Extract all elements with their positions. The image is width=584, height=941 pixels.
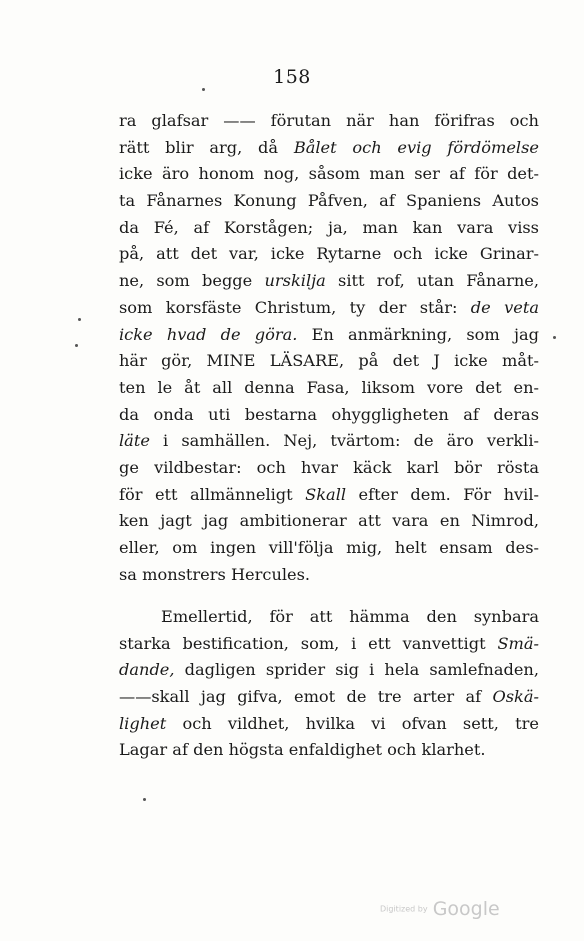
text-line xyxy=(119,402,539,429)
page-number: 158 xyxy=(273,66,311,88)
text-run: En anmärkning, som jag xyxy=(297,324,539,344)
text-line xyxy=(119,135,539,162)
text-run: da onda uti bestarna ohyggligheten af deras xyxy=(119,404,539,424)
ink-speck xyxy=(143,798,146,801)
ink-speck xyxy=(75,344,78,347)
text-run: ten le åt all denna Fasa, liksom vore det en- xyxy=(119,377,539,397)
text-line xyxy=(119,108,539,135)
italic-text: Oskä- xyxy=(492,687,539,707)
text-line xyxy=(119,188,539,215)
text-line xyxy=(119,711,539,738)
text-run: ge vildbestar: och hvar käck karl bör rösta xyxy=(119,457,539,477)
italic-text: Skall xyxy=(305,484,347,504)
text-run: ——skall jag gifva, emot de tre arter af xyxy=(119,687,493,707)
text-run: efter dem. För hvil- xyxy=(346,484,539,504)
text-run: som korsfäste Christum, ty der står: xyxy=(119,297,471,317)
text-line xyxy=(119,657,539,684)
watermark-logo-text: Google xyxy=(432,898,500,920)
text-run: och vildhet, hvilka vi ofvan sett, tre xyxy=(166,713,539,733)
text-line xyxy=(119,737,539,764)
ink-speck xyxy=(553,336,556,339)
text-run: för ett allmänneligt xyxy=(119,484,306,504)
text-line xyxy=(119,268,539,295)
text-run: på, att det var, icke Rytarne och icke Grinar- xyxy=(119,244,539,264)
paragraph-2 xyxy=(119,604,539,764)
text-line xyxy=(119,604,539,631)
text-line xyxy=(119,455,539,482)
text-run: i samhällen. Nej, tvärtom: de äro verkli- xyxy=(149,431,539,451)
text-line xyxy=(119,631,539,658)
watermark-small-text: Digitized by xyxy=(380,904,428,914)
text-run: eller, om ingen vill'följa mig, helt ensam des- xyxy=(119,538,539,557)
text-run: Lagar af den högsta enfaldighet och klarhet. xyxy=(119,740,486,760)
text-line xyxy=(119,295,539,322)
italic-text: de veta xyxy=(470,297,540,317)
italic-text: lighet xyxy=(119,713,167,733)
italic-text: läte xyxy=(119,431,150,451)
text-run: dagligen sprider sig i hela samlefnaden, xyxy=(174,660,539,680)
text-line xyxy=(119,161,539,188)
text-line xyxy=(119,684,539,711)
paragraph-1 xyxy=(119,108,539,588)
text-line xyxy=(119,348,539,375)
text-line xyxy=(119,562,539,589)
text-run: sa monstrers Hercules. xyxy=(119,564,311,584)
text-line xyxy=(119,375,539,402)
text-run: sitt rof, utan Fånarne, xyxy=(325,271,539,291)
text-line xyxy=(119,241,539,268)
ink-speck xyxy=(202,88,205,91)
text-run: ne, som begge xyxy=(119,271,265,291)
text-line xyxy=(119,428,539,455)
text-run: icke äro honom nog, såsom man ser af för det- xyxy=(119,164,539,184)
text-line xyxy=(119,322,539,349)
ink-speck xyxy=(78,318,81,321)
text-line xyxy=(119,482,539,509)
text-run: ken jagt jag ambitionerar att vara en Nimrod, xyxy=(119,511,539,531)
text-run: Emellertid, för att hämma den synbara xyxy=(161,607,539,626)
italic-text: dande, xyxy=(119,660,175,680)
text-line xyxy=(119,215,539,242)
text-run: ra glafsar —— förutan när han förifras och xyxy=(119,111,539,130)
italic-text: Smä- xyxy=(497,633,539,653)
text-run: här gör, MINE LÄSARE, på det J icke måt- xyxy=(119,351,539,371)
text-line xyxy=(119,535,539,562)
text-run: da Fé, af Korstågen; ja, man kan vara viss xyxy=(119,217,539,237)
digitized-watermark xyxy=(380,898,500,920)
text-run: ta Fånarnes Konung Påfven, af Spaniens Autos xyxy=(119,191,539,211)
text-run: starka bestification, som, i ett vanvettigt xyxy=(119,633,498,653)
text-line xyxy=(119,508,539,535)
italic-text: icke hvad de göra. xyxy=(119,324,298,344)
text-run: rätt blir arg, då xyxy=(119,137,294,157)
italic-text: urskilja xyxy=(264,271,326,291)
italic-text: Bålet och evig fördömelse xyxy=(293,137,539,157)
